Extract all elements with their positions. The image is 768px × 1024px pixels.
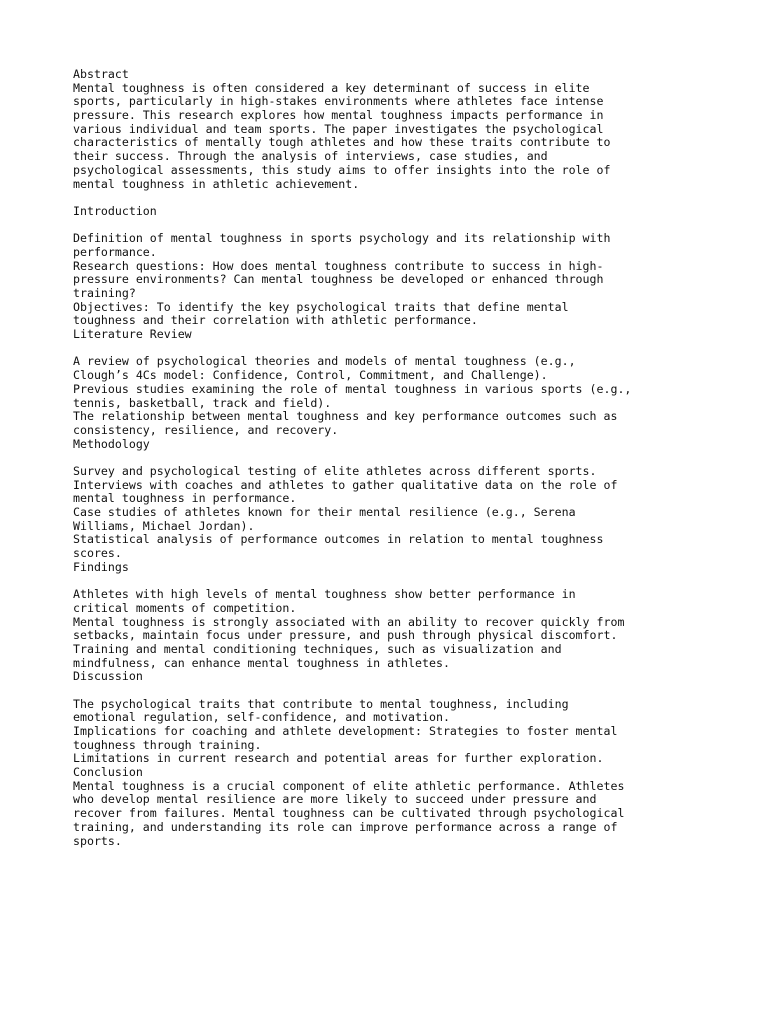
text-line: training? (73, 286, 136, 300)
text-line: performance. (73, 244, 157, 259)
findings-text (73, 588, 713, 670)
text-line: Limitations in current research and potential areas for further exploration. (73, 751, 604, 766)
text-line: Previous studies examining the role of mental toughness in various sports (e.g., (73, 381, 632, 396)
text-line: Clough’s 4Cs model: Confidence, Control, Commitment, and Challenge). (73, 368, 548, 383)
text-line: Williams, Michael Jordan). (73, 518, 255, 533)
introduction-heading: Introduction (73, 203, 157, 218)
text-line: A review of psychological theories and models of mental toughness (e.g., (73, 354, 576, 369)
document-page (73, 68, 713, 848)
discussion-heading: Discussion (73, 669, 143, 684)
text-line: Statistical analysis of performance outcomes in relation to mental toughness (73, 532, 604, 547)
text-line: Interviews with coaches and athletes to gather qualitative data on the role of (73, 477, 618, 492)
text-line: scores. (73, 546, 122, 561)
text-line: Survey and psychological testing of elite athletes across different sports. (73, 463, 597, 478)
conclusion-heading: Conclusion (73, 765, 143, 780)
text-line: pressure. This research explores how mental toughness impacts performance in (73, 108, 604, 123)
literature-review-text (73, 355, 713, 437)
text-line: recover from failures. Mental toughness can be cultivated through psychological (73, 806, 625, 821)
text-line: Mental toughness is strongly associated with an ability to recover quickly from (73, 614, 625, 629)
literature-review-heading: Literature Review (73, 327, 192, 342)
text-line: toughness and their correlation with athletic performance. (73, 313, 478, 328)
text-line: Implications for coaching and athlete development: Strategies to foster mental (73, 724, 618, 738)
methodology-text (73, 465, 713, 561)
text-line: The relationship between mental toughness and key performance outcomes such as (73, 409, 618, 424)
blank-line (73, 684, 713, 698)
text-line: toughness through training. (73, 737, 262, 752)
abstract-text (73, 82, 713, 192)
introduction-text (73, 232, 713, 328)
text-line: mindfulness, can enhance mental toughness in athletes. (73, 655, 450, 670)
text-line: Athletes with high levels of mental toughness show better performance in (73, 587, 576, 602)
text-line: Research questions: How does mental toughness contribute to success in high- (73, 258, 604, 273)
discussion-text (73, 698, 713, 766)
text-line: Training and mental conditioning techniques, such as visualization and (73, 641, 562, 656)
blank-line (73, 342, 713, 356)
text-line: sports, particularly in high-stakes environments where athletes face intense (73, 94, 604, 109)
text-line: emotional regulation, self-confidence, and motivation. (73, 710, 450, 725)
text-line: Case studies of athletes known for their mental resilience (e.g., Serena (73, 505, 576, 519)
text-line: sports. (73, 833, 122, 848)
findings-heading: Findings (73, 559, 129, 574)
text-line: psychological assessments, this study aims to offer insights into the role of (73, 162, 611, 177)
abstract-heading: Abstract (73, 67, 129, 81)
blank-line (73, 574, 713, 588)
text-line: critical moments of competition. (73, 600, 297, 615)
text-line: who develop mental resilience are more likely to succeed under pressure and (73, 792, 597, 807)
text-line: tennis, basketball, track and field). (73, 395, 332, 410)
text-line: The psychological traits that contribute to mental toughness, including (73, 696, 569, 711)
text-line: Definition of mental toughness in sports psychology and its relationship with (73, 231, 611, 246)
text-line: Mental toughness is a crucial component of elite athletic performance. Athletes (73, 778, 625, 793)
text-line: characteristics of mentally tough athletes and how these traits contribute to (73, 135, 611, 150)
blank-line (73, 451, 713, 465)
text-line: training, and understanding its role can improve performance across a range of (73, 819, 618, 834)
conclusion-text (73, 780, 713, 848)
text-line: pressure environments? Can mental toughness be developed or enhanced through (73, 272, 604, 287)
text-line: consistency, resilience, and recovery. (73, 422, 339, 437)
blank-line (73, 191, 713, 205)
methodology-heading: Methodology (73, 436, 150, 451)
text-line: setbacks, maintain focus under pressure, and push through physical discomfort. (73, 628, 618, 643)
blank-line (73, 219, 713, 233)
text-line: various individual and team sports. The paper investigates the psychological (73, 121, 604, 136)
text-line: Mental toughness is often considered a key determinant of success in elite (73, 80, 590, 95)
text-line: their success. Through the analysis of interviews, case studies, and (73, 149, 548, 164)
text-line: Objectives: To identify the key psychological traits that define mental (73, 299, 569, 314)
text-line: mental toughness in performance. (73, 491, 297, 506)
text-line: mental toughness in athletic achievement. (73, 176, 360, 191)
